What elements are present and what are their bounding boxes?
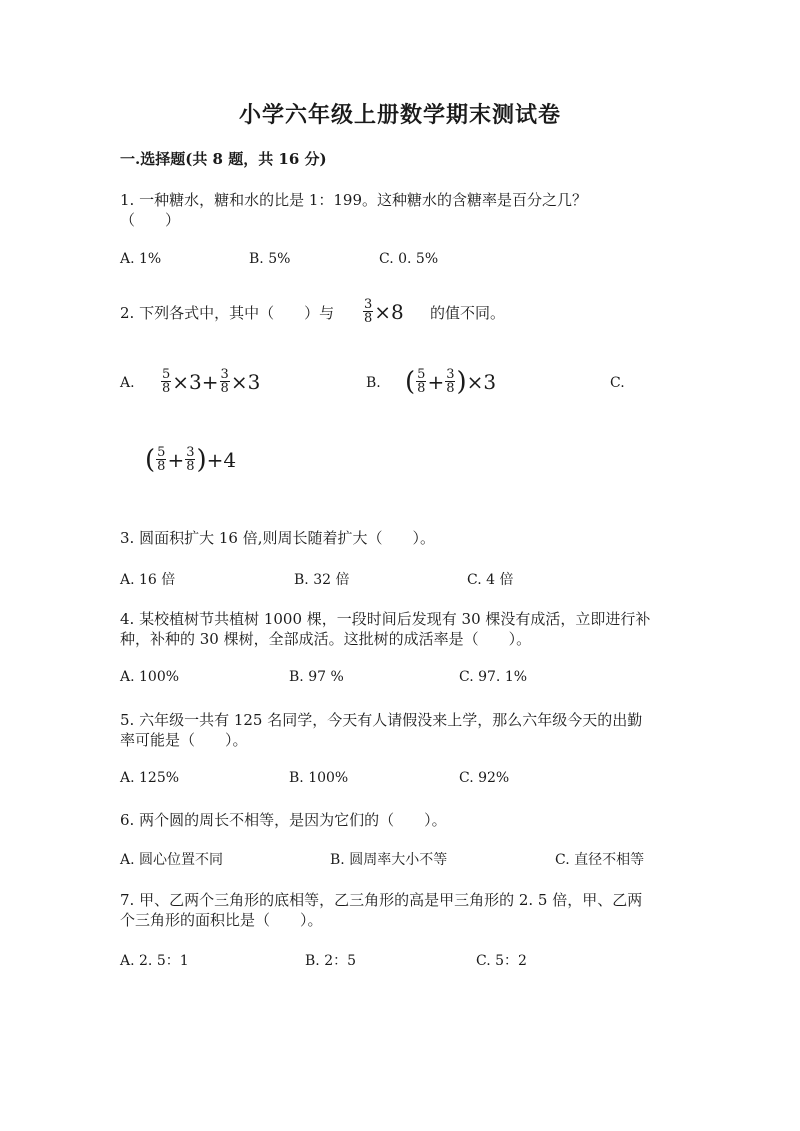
question-3-text: 3. 圆面积扩大 16 倍,则周长随着扩大（ ）。 (120, 529, 435, 547)
question-2-expression: $\frac{3}{8}$ × 8 (364, 297, 404, 326)
question-5-option-a: A. 125% (120, 770, 180, 786)
question-4-option-a: A. 100% (120, 669, 180, 685)
question-5-option-b: B. 100% (289, 770, 349, 786)
fraction: $\frac{5}{8}$ (162, 367, 171, 396)
question-1-text: 1. 一种糖水，糖和水的比是 1：199。这种糖水的含糖率是百分之几？ (120, 191, 588, 209)
question-7-text-line2: 个三角形的面积比是（ ）。 (120, 911, 323, 929)
question-4-option-c: C. 97. 1% (459, 669, 528, 685)
question-1-option-c: C. 0. 5% (379, 251, 439, 267)
question-7-text-line1: 7. 甲、乙两个三角形的底相等，乙三角形的高是甲三角形的 2. 5 倍，甲、乙两 (120, 891, 643, 909)
page-title: 小学六年级上册数学期末测试卷 (238, 102, 561, 128)
question-2-suffix: 的值不同。 (430, 304, 506, 322)
fraction: $\frac{3}{8}$ (186, 445, 195, 474)
question-4-option-b: B. 97 % (289, 669, 344, 685)
question-2-option-c-expression: ( $\frac{5}{8}$ + $\frac{3}{8}$ ) +4 (145, 444, 237, 475)
question-1-option-b: B. 5% (249, 251, 291, 267)
question-2-option-a-label: A. (120, 375, 135, 391)
question-7-option-c: C. 5：2 (476, 953, 527, 969)
fraction: $\frac{3}{8}$ (446, 367, 455, 396)
fraction: $\frac{3}{8}$ (220, 367, 229, 396)
question-2-option-b-expression: ( $\frac{5}{8}$ + $\frac{3}{8}$ ) ×3 (405, 366, 497, 397)
question-6-option-b: B. 圆周率大小不等 (330, 852, 448, 868)
question-7-option-a: A. 2. 5：1 (120, 953, 189, 969)
section-heading: 一.选择题(共 8 题，共 16 分) (120, 150, 327, 168)
question-6-text: 6. 两个圆的周长不相等，是因为它们的（ ）。 (120, 811, 447, 829)
question-4-text-line2: 种，补种的 30 棵树，全部成活。这批树的成活率是（ ）。 (120, 630, 532, 648)
question-5-option-c: C. 92% (459, 770, 510, 786)
fraction: $\frac{3}{8}$ (364, 297, 373, 326)
question-6-option-a: A. 圆心位置不同 (120, 852, 224, 868)
question-7-option-b: B. 2：5 (305, 953, 357, 969)
question-4-text-line1: 4. 某校植树节共植树 1000 棵，一段时间后发现有 30 棵没有成活，立即进行补 (120, 610, 651, 628)
question-2-option-a-expression: $\frac{5}{8}$ ×3+ $\frac{3}{8}$ ×3 (162, 367, 261, 396)
fraction: $\frac{5}{8}$ (157, 445, 166, 474)
question-2-option-c-label: C. (610, 375, 625, 391)
question-2-text: 2. 下列各式中，其中（ ）与 (120, 304, 335, 322)
question-1-option-a: A. 1% (120, 251, 162, 267)
question-3-option-b: B. 32 倍 (294, 572, 350, 588)
question-3-option-a: A. 16 倍 (120, 572, 176, 588)
question-1-answer-blank: （ ） (120, 211, 181, 229)
question-3-option-c: C. 4 倍 (467, 572, 514, 588)
question-2-option-b-label: B. (366, 375, 381, 391)
fraction: $\frac{5}{8}$ (417, 367, 426, 396)
question-5-text-line1: 5. 六年级一共有 125 名同学，今天有人请假没来上学，那么六年级今天的出勤 (120, 711, 643, 729)
question-5-text-line2: 率可能是（ ）。 (120, 731, 248, 749)
question-6-option-c: C. 直径不相等 (555, 852, 645, 868)
